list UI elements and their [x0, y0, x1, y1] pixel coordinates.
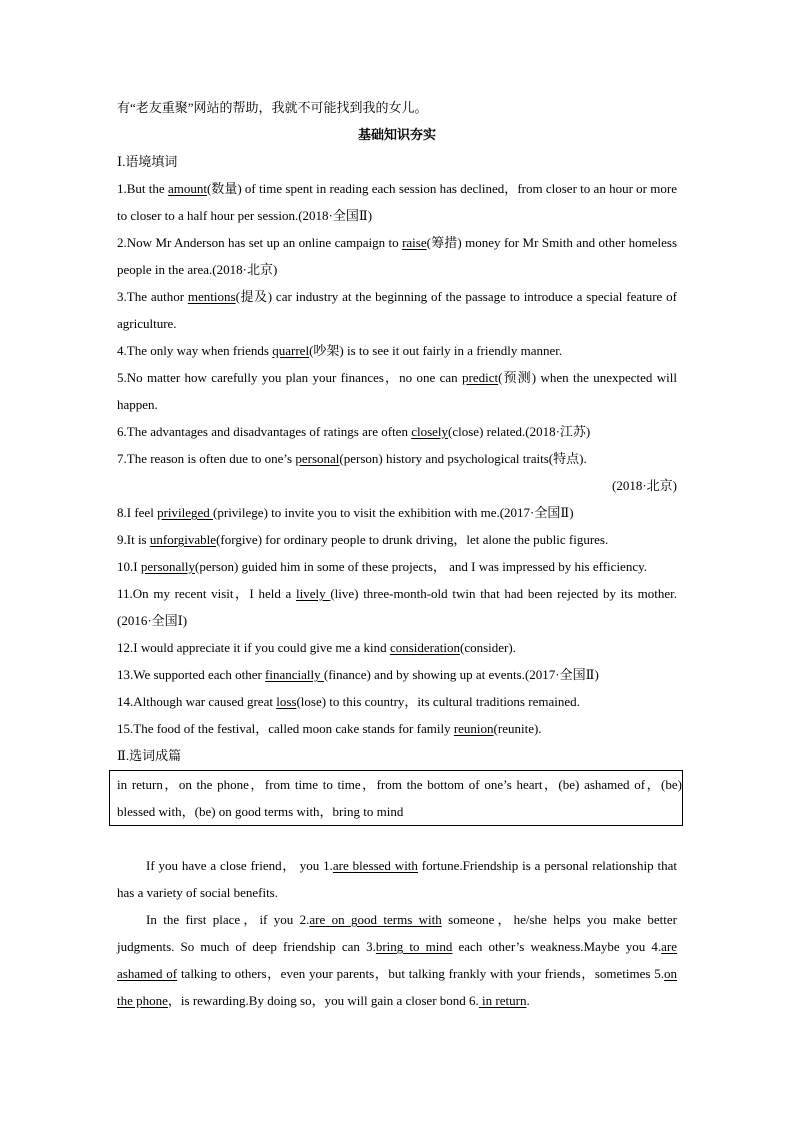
- exercise-item-8: 8.I feel privileged (privilege) to invite you to visit the exhibition with me.(2017·全国Ⅱ): [117, 505, 574, 520]
- passage-answer: bring to mind: [375, 939, 453, 954]
- exercise-item-10: 10.I personally(person) guided him in some of these projects， and I was impressed by his efficiency.: [117, 559, 647, 574]
- exercise-item-14: 14.Although war caused great loss(lose) to this country，its cultural traditions remained.: [117, 694, 580, 709]
- answer: unforgivable: [149, 532, 217, 547]
- word-bank-box: [109, 770, 683, 826]
- answer: amount: [167, 181, 207, 196]
- passage-answer: on the phone: [117, 966, 677, 1008]
- intro-line: 有“老友重聚”网站的帮助，我就不可能找到我的女儿。: [117, 100, 428, 115]
- passage-answer: are on good terms with: [309, 912, 442, 927]
- section2-heading: Ⅱ.选词成篇: [117, 748, 182, 763]
- answer: personal: [295, 451, 340, 466]
- answer: financially: [265, 667, 324, 682]
- passage-answer: in return: [478, 993, 527, 1008]
- answer: quarrel: [272, 343, 310, 358]
- exercise-item-11: 11.On my recent visit，I held a lively (live) three-month-old twin that had been rejected by its mother.(2016·全国Ⅰ): [117, 586, 677, 628]
- exercise-item-13: 13.We supported each other financially (finance) and by showing up at events.(2017·全国Ⅱ): [117, 667, 599, 682]
- answer: consideration: [389, 640, 460, 655]
- passage-answer: are ashamed of: [117, 939, 677, 981]
- answer: lively: [296, 586, 331, 601]
- answer: raise: [402, 235, 427, 250]
- answer: privileged: [157, 505, 214, 520]
- answer: reunion: [453, 721, 494, 736]
- exercise-item-15: 15.The food of the festival，called moon cake stands for family reunion(reunite).: [117, 721, 542, 736]
- answer: closely: [411, 424, 449, 439]
- exercise-item-6: 6.The advantages and disadvantages of ratings are often closely(close) related.(2018·江苏): [117, 424, 591, 439]
- exercise-item-3: 3.The author mentions(提及) car industry at the beginning of the passage to introduce a special feature of agriculture.: [117, 289, 678, 331]
- answer: predict: [462, 370, 499, 385]
- section1-heading: Ⅰ.语境填词: [117, 154, 178, 169]
- exercise-item-7-source: (2018·北京): [612, 478, 677, 493]
- exercise-item-9: 9.It is unforgivable(forgive) for ordinary people to drunk driving，let alone the public figures.: [117, 532, 609, 547]
- passage-answer: are blessed with: [332, 858, 418, 873]
- passage-paragraph-1: If you have a close friend， you 1.are blessed with fortune.Friendship is a personal relationship that has a variety of social benefits.: [117, 858, 677, 900]
- exercise-item-2: 2.Now Mr Anderson has set up an online campaign to raise(筹措) money for Mr Smith and other homeless people in the area.(2018·北京): [117, 235, 677, 277]
- answer: personally: [140, 559, 195, 574]
- section-title: 基础知识夯实: [357, 127, 436, 142]
- passage-paragraph-2: In the first place，if you 2.are on good terms with someone，he/she helps you make better judgments. So much of deep friendship can 3.bring to mind each other’s weakness.Maybe you 4.are ashamed of talking to others，even your parents，but talking frankly with your friends，sometimes 5.on the phone，is rewarding.By doing so，you will gain a closer bond 6. in return.: [117, 912, 677, 1008]
- exercise-item-4: 4.The only way when friends quarrel(吵架) is to see it out fairly in a friendly manner.: [117, 343, 563, 358]
- answer: loss: [276, 694, 297, 709]
- exercise-item-1: 1.But the amount(数量) of time spent in reading each session has declined，from closer to an hour or more to closer to a half hour per session.(2018·全国Ⅱ): [117, 181, 677, 223]
- answer: mentions: [187, 289, 236, 304]
- word-bank-text: in return，on the phone，from time to time，from the bottom of one’s heart，(be) ashamed of，(be) blessed with，(be) on good terms with，bring to mind: [117, 777, 682, 819]
- exercise-item-12: 12.I would appreciate it if you could give me a kind consideration(consider).: [117, 640, 516, 655]
- document-content: [117, 94, 682, 1014]
- exercise-item-5: 5.No matter how carefully you plan your finances，no one can predict(预测) when the unexpected will happen.: [117, 370, 677, 412]
- exercise-item-7: 7.The reason is often due to one’s personal(person) history and psychological traits(特点).: [117, 451, 587, 466]
